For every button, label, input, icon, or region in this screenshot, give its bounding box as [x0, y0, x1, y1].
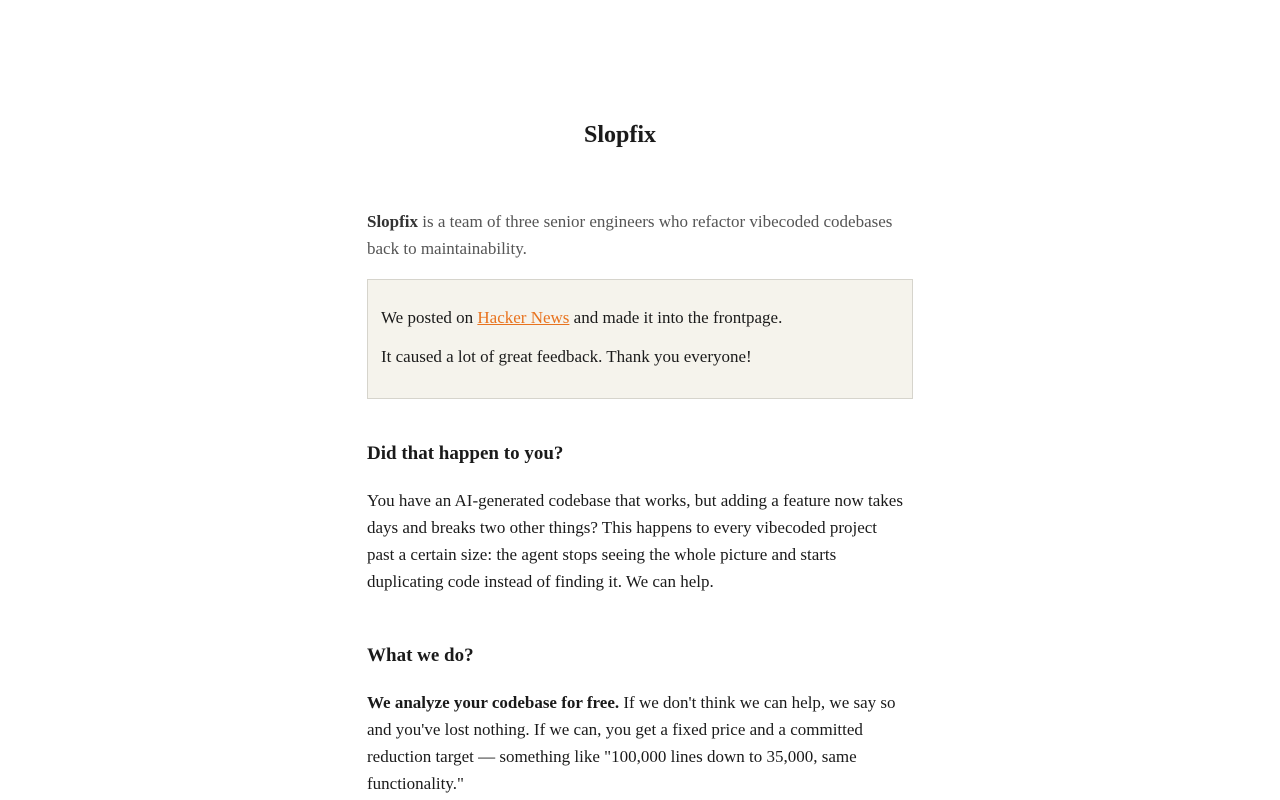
site-title: Slopfix: [583, 122, 657, 148]
section-body-did-that-happen: You have an AI-generated codebase that works, but adding a feature now takes days and breaks two other things? This happens to every vibecoded project past a certain size: the agent stops seeing the whole picture and starts duplicating code instead of finding it. We can help.: [367, 491, 903, 591]
main-content: [367, 208, 913, 797]
hacker-news-link[interactable]: Hacker News: [477, 308, 570, 327]
what-we-do-text: If we don't think we can help, we say so and you've lost nothing. If we can, you get a fixed price and a committed reduction target — something like "100,000 lines down to 35,000, same functionality.": [367, 693, 896, 793]
what-we-do-lead: We analyze your codebase for free.: [367, 693, 620, 712]
intro-paragraph: [367, 208, 913, 262]
notice-line-2: It caused a lot of great feedback. Thank you everyone!: [381, 347, 752, 366]
hacker-news-notice: [367, 279, 913, 399]
notice-line-1: [381, 304, 899, 332]
notice-line-1-before: We posted on: [381, 308, 478, 327]
section-heading-what-we-do: What we do?: [367, 645, 474, 666]
intro-text: is a team of three senior engineers who refactor vibecoded codebases back to maintainability.: [367, 212, 893, 258]
section-body-what-we-do: [367, 689, 907, 797]
section-heading-did-that-happen: Did that happen to you?: [367, 443, 564, 464]
notice-line-1-after: and made it into the frontpage.: [569, 308, 783, 327]
intro-brand: Slopfix: [367, 212, 419, 231]
